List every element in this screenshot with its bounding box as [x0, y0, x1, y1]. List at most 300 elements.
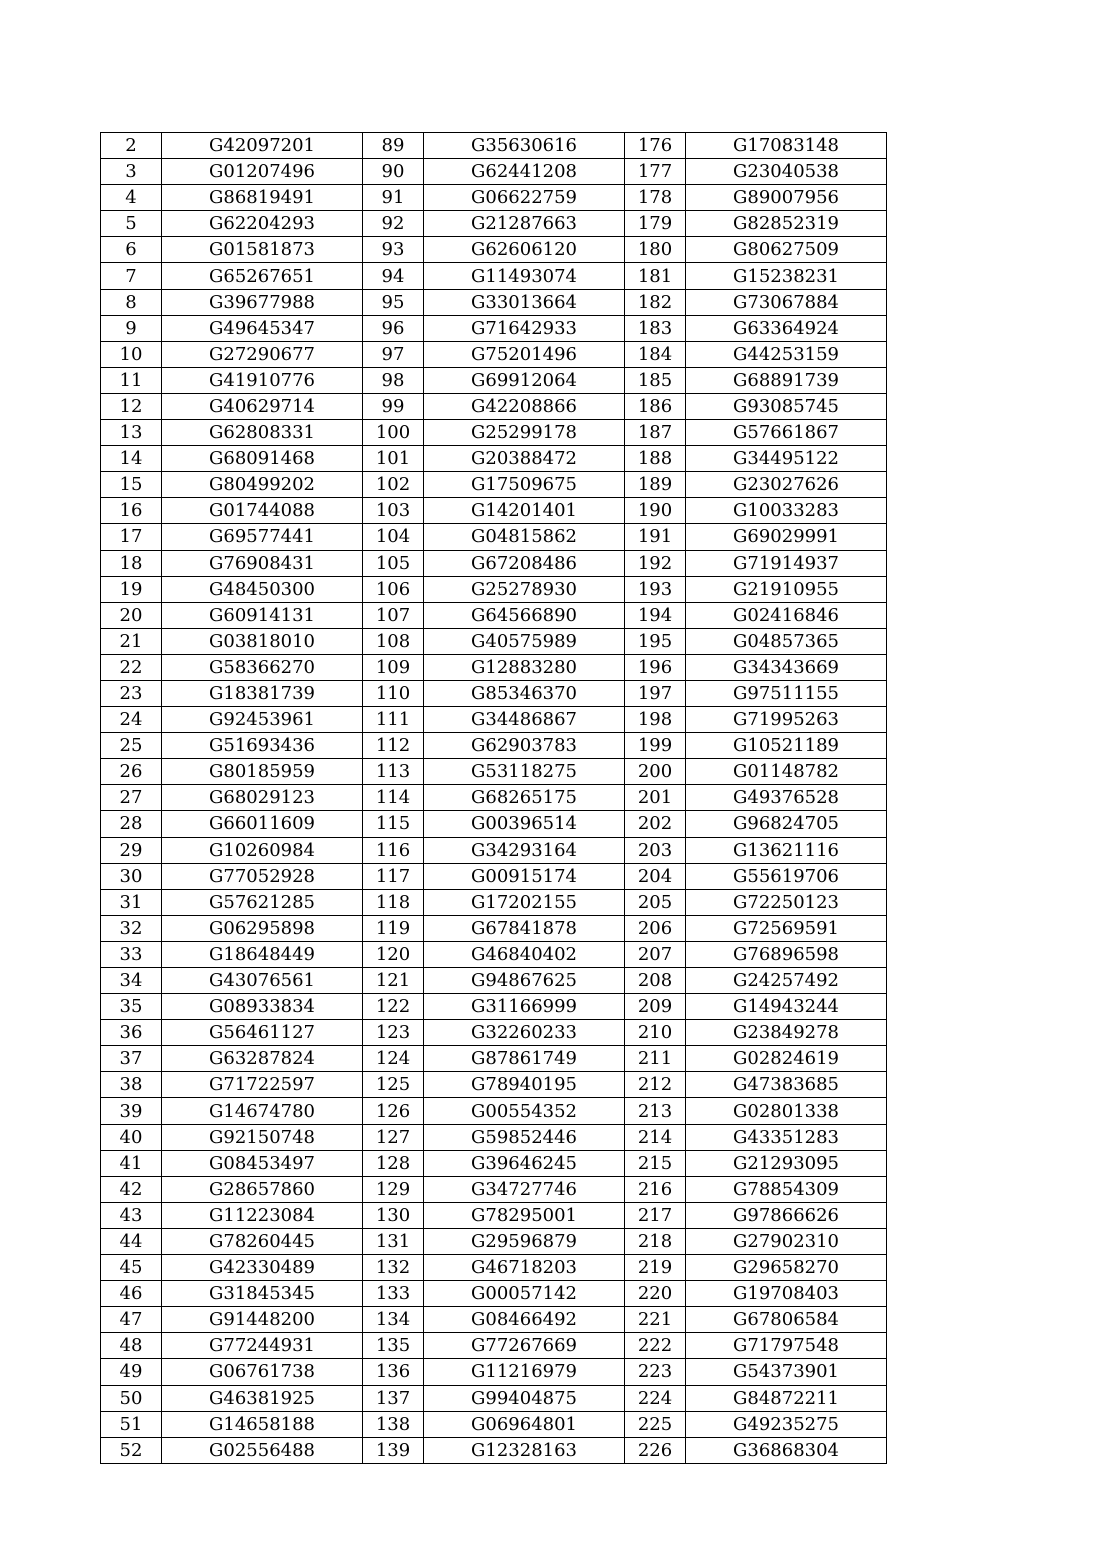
code-cell: G69577441 [162, 524, 363, 550]
code-cell: G49645347 [162, 315, 363, 341]
row-number-cell: 195 [625, 628, 686, 654]
code-cell: G82852319 [686, 211, 887, 237]
row-number-cell: 9 [101, 315, 162, 341]
row-number-cell: 108 [363, 628, 424, 654]
row-number-cell: 192 [625, 550, 686, 576]
row-number-cell: 52 [101, 1437, 162, 1463]
table-row [101, 1307, 887, 1333]
code-cell: G62204293 [162, 211, 363, 237]
row-number-cell: 197 [625, 680, 686, 706]
row-number-cell: 201 [625, 785, 686, 811]
row-number-cell: 126 [363, 1098, 424, 1124]
code-cell: G06622759 [424, 185, 625, 211]
code-cell: G20388472 [424, 446, 625, 472]
code-cell: G21287663 [424, 211, 625, 237]
code-cell: G00396514 [424, 811, 625, 837]
row-number-cell: 188 [625, 446, 686, 472]
code-cell: G02801338 [686, 1098, 887, 1124]
code-cell: G19708403 [686, 1281, 887, 1307]
row-number-cell: 112 [363, 733, 424, 759]
table-row [101, 472, 887, 498]
table-row [101, 576, 887, 602]
row-number-cell: 194 [625, 602, 686, 628]
code-cell: G23849278 [686, 1020, 887, 1046]
row-number-cell: 99 [363, 393, 424, 419]
code-cell: G12328163 [424, 1437, 625, 1463]
code-cell: G76908431 [162, 550, 363, 576]
code-cell: G01744088 [162, 498, 363, 524]
code-cell: G72250123 [686, 889, 887, 915]
row-number-cell: 176 [625, 133, 686, 159]
row-number-cell: 132 [363, 1255, 424, 1281]
code-cell: G02556488 [162, 1437, 363, 1463]
row-number-cell: 186 [625, 393, 686, 419]
row-number-cell: 12 [101, 393, 162, 419]
table-row [101, 1385, 887, 1411]
row-number-cell: 124 [363, 1046, 424, 1072]
row-number-cell: 128 [363, 1150, 424, 1176]
code-cell: G00554352 [424, 1098, 625, 1124]
code-cell: G97866626 [686, 1202, 887, 1228]
code-cell: G92453961 [162, 707, 363, 733]
row-number-cell: 90 [363, 159, 424, 185]
row-number-cell: 210 [625, 1020, 686, 1046]
code-cell: G00057142 [424, 1281, 625, 1307]
code-cell: G78295001 [424, 1202, 625, 1228]
code-cell: G18381739 [162, 680, 363, 706]
row-number-cell: 103 [363, 498, 424, 524]
row-number-cell: 19 [101, 576, 162, 602]
row-number-cell: 116 [363, 837, 424, 863]
table-row [101, 889, 887, 915]
row-number-cell: 214 [625, 1124, 686, 1150]
code-cell: G34293164 [424, 837, 625, 863]
code-cell: G60914131 [162, 602, 363, 628]
row-number-cell: 136 [363, 1359, 424, 1385]
row-number-cell: 5 [101, 211, 162, 237]
row-number-cell: 40 [101, 1124, 162, 1150]
row-number-cell: 114 [363, 785, 424, 811]
table-row [101, 341, 887, 367]
code-cell: G33013664 [424, 289, 625, 315]
row-number-cell: 130 [363, 1202, 424, 1228]
row-number-cell: 212 [625, 1072, 686, 1098]
row-number-cell: 205 [625, 889, 686, 915]
row-number-cell: 193 [625, 576, 686, 602]
row-number-cell: 48 [101, 1333, 162, 1359]
code-cell: G63364924 [686, 315, 887, 341]
code-cell: G84872211 [686, 1385, 887, 1411]
code-cell: G80627509 [686, 237, 887, 263]
code-cell: G71642933 [424, 315, 625, 341]
table-row [101, 707, 887, 733]
row-number-cell: 122 [363, 994, 424, 1020]
code-cell: G49235275 [686, 1411, 887, 1437]
row-number-cell: 185 [625, 367, 686, 393]
code-cell: G67806584 [686, 1307, 887, 1333]
row-number-cell: 133 [363, 1281, 424, 1307]
table-row [101, 968, 887, 994]
row-number-cell: 92 [363, 211, 424, 237]
row-number-cell: 208 [625, 968, 686, 994]
row-number-cell: 24 [101, 707, 162, 733]
code-cell: G17509675 [424, 472, 625, 498]
code-cell: G56461127 [162, 1020, 363, 1046]
code-cell: G72569591 [686, 915, 887, 941]
code-cell: G77052928 [162, 863, 363, 889]
row-number-cell: 181 [625, 263, 686, 289]
code-cell: G39646245 [424, 1150, 625, 1176]
row-number-cell: 190 [625, 498, 686, 524]
code-cell: G27902310 [686, 1228, 887, 1254]
row-number-cell: 91 [363, 185, 424, 211]
row-number-cell: 187 [625, 420, 686, 446]
table-row [101, 446, 887, 472]
row-number-cell: 89 [363, 133, 424, 159]
row-number-cell: 135 [363, 1333, 424, 1359]
row-number-cell: 21 [101, 628, 162, 654]
row-number-cell: 121 [363, 968, 424, 994]
row-number-cell: 198 [625, 707, 686, 733]
table-row [101, 237, 887, 263]
code-cell: G49376528 [686, 785, 887, 811]
code-cell: G42208866 [424, 393, 625, 419]
row-number-cell: 200 [625, 759, 686, 785]
row-number-cell: 215 [625, 1150, 686, 1176]
code-cell: G58366270 [162, 654, 363, 680]
row-number-cell: 13 [101, 420, 162, 446]
code-cell: G03818010 [162, 628, 363, 654]
row-number-cell: 98 [363, 367, 424, 393]
row-number-cell: 189 [625, 472, 686, 498]
row-number-cell: 178 [625, 185, 686, 211]
code-cell: G02824619 [686, 1046, 887, 1072]
row-number-cell: 221 [625, 1307, 686, 1333]
row-number-cell: 204 [625, 863, 686, 889]
table-row [101, 680, 887, 706]
row-number-cell: 131 [363, 1228, 424, 1254]
row-number-cell: 7 [101, 263, 162, 289]
code-cell: G59852446 [424, 1124, 625, 1150]
row-number-cell: 115 [363, 811, 424, 837]
row-number-cell: 25 [101, 733, 162, 759]
code-cell: G96824705 [686, 811, 887, 837]
code-cell: G42330489 [162, 1255, 363, 1281]
table-body [101, 133, 887, 1464]
row-number-cell: 49 [101, 1359, 162, 1385]
row-number-cell: 51 [101, 1411, 162, 1437]
row-number-cell: 206 [625, 915, 686, 941]
row-number-cell: 209 [625, 994, 686, 1020]
code-cell: G06761738 [162, 1359, 363, 1385]
row-number-cell: 216 [625, 1176, 686, 1202]
row-number-cell: 110 [363, 680, 424, 706]
code-cell: G10033283 [686, 498, 887, 524]
row-number-cell: 100 [363, 420, 424, 446]
row-number-cell: 94 [363, 263, 424, 289]
code-cell: G23027626 [686, 472, 887, 498]
row-number-cell: 225 [625, 1411, 686, 1437]
table-row [101, 994, 887, 1020]
code-cell: G63287824 [162, 1046, 363, 1072]
row-number-cell: 2 [101, 133, 162, 159]
table-row [101, 289, 887, 315]
row-number-cell: 20 [101, 602, 162, 628]
code-cell: G87861749 [424, 1046, 625, 1072]
row-number-cell: 39 [101, 1098, 162, 1124]
code-cell: G62606120 [424, 237, 625, 263]
code-cell: G66011609 [162, 811, 363, 837]
row-number-cell: 29 [101, 837, 162, 863]
row-number-cell: 111 [363, 707, 424, 733]
table-row [101, 915, 887, 941]
code-cell: G64566890 [424, 602, 625, 628]
code-cell: G04857365 [686, 628, 887, 654]
row-number-cell: 224 [625, 1385, 686, 1411]
row-number-cell: 43 [101, 1202, 162, 1228]
row-number-cell: 109 [363, 654, 424, 680]
table-row [101, 133, 887, 159]
code-cell: G46718203 [424, 1255, 625, 1281]
code-cell: G71797548 [686, 1333, 887, 1359]
table-row [101, 263, 887, 289]
code-cell: G10260984 [162, 837, 363, 863]
row-number-cell: 6 [101, 237, 162, 263]
code-cell: G53118275 [424, 759, 625, 785]
code-cell: G92150748 [162, 1124, 363, 1150]
code-cell: G11493074 [424, 263, 625, 289]
row-number-cell: 117 [363, 863, 424, 889]
data-table [100, 132, 887, 1464]
table-row [101, 785, 887, 811]
row-number-cell: 46 [101, 1281, 162, 1307]
row-number-cell: 125 [363, 1072, 424, 1098]
code-cell: G12883280 [424, 654, 625, 680]
row-number-cell: 23 [101, 680, 162, 706]
code-cell: G71995263 [686, 707, 887, 733]
code-cell: G40575989 [424, 628, 625, 654]
code-cell: G78854309 [686, 1176, 887, 1202]
table-row [101, 1333, 887, 1359]
code-cell: G48450300 [162, 576, 363, 602]
row-number-cell: 223 [625, 1359, 686, 1385]
code-cell: G06295898 [162, 915, 363, 941]
code-cell: G02416846 [686, 602, 887, 628]
code-cell: G46840402 [424, 941, 625, 967]
table-row [101, 628, 887, 654]
row-number-cell: 45 [101, 1255, 162, 1281]
row-number-cell: 104 [363, 524, 424, 550]
table-row [101, 1072, 887, 1098]
code-cell: G28657860 [162, 1176, 363, 1202]
row-number-cell: 217 [625, 1202, 686, 1228]
code-cell: G71722597 [162, 1072, 363, 1098]
code-cell: G68091468 [162, 446, 363, 472]
table-row [101, 759, 887, 785]
code-cell: G80185959 [162, 759, 363, 785]
code-cell: G77244931 [162, 1333, 363, 1359]
code-cell: G01581873 [162, 237, 363, 263]
code-cell: G21910955 [686, 576, 887, 602]
code-cell: G57621285 [162, 889, 363, 915]
row-number-cell: 41 [101, 1150, 162, 1176]
code-cell: G29658270 [686, 1255, 887, 1281]
table-row [101, 602, 887, 628]
row-number-cell: 137 [363, 1385, 424, 1411]
code-cell: G41910776 [162, 367, 363, 393]
code-cell: G31845345 [162, 1281, 363, 1307]
row-number-cell: 199 [625, 733, 686, 759]
row-number-cell: 28 [101, 811, 162, 837]
code-cell: G25278930 [424, 576, 625, 602]
table-row [101, 811, 887, 837]
row-number-cell: 107 [363, 602, 424, 628]
row-number-cell: 123 [363, 1020, 424, 1046]
row-number-cell: 16 [101, 498, 162, 524]
row-number-cell: 183 [625, 315, 686, 341]
table-row [101, 524, 887, 550]
code-cell: G00915174 [424, 863, 625, 889]
table-row [101, 367, 887, 393]
code-cell: G67208486 [424, 550, 625, 576]
table-row [101, 315, 887, 341]
row-number-cell: 202 [625, 811, 686, 837]
code-cell: G36868304 [686, 1437, 887, 1463]
row-number-cell: 139 [363, 1437, 424, 1463]
table-row [101, 1202, 887, 1228]
row-number-cell: 120 [363, 941, 424, 967]
code-cell: G39677988 [162, 289, 363, 315]
table-row [101, 1437, 887, 1463]
code-cell: G06964801 [424, 1411, 625, 1437]
row-number-cell: 38 [101, 1072, 162, 1098]
table-row [101, 1281, 887, 1307]
row-number-cell: 11 [101, 367, 162, 393]
code-cell: G62808331 [162, 420, 363, 446]
code-cell: G04815862 [424, 524, 625, 550]
row-number-cell: 106 [363, 576, 424, 602]
row-number-cell: 213 [625, 1098, 686, 1124]
row-number-cell: 33 [101, 941, 162, 967]
table-row [101, 1150, 887, 1176]
code-cell: G01148782 [686, 759, 887, 785]
row-number-cell: 129 [363, 1176, 424, 1202]
row-number-cell: 8 [101, 289, 162, 315]
table-row [101, 863, 887, 889]
code-cell: G73067884 [686, 289, 887, 315]
code-cell: G32260233 [424, 1020, 625, 1046]
row-number-cell: 17 [101, 524, 162, 550]
row-number-cell: 36 [101, 1020, 162, 1046]
code-cell: G10521189 [686, 733, 887, 759]
row-number-cell: 3 [101, 159, 162, 185]
code-cell: G65267651 [162, 263, 363, 289]
code-cell: G55619706 [686, 863, 887, 889]
row-number-cell: 113 [363, 759, 424, 785]
code-cell: G27290677 [162, 341, 363, 367]
code-cell: G46381925 [162, 1385, 363, 1411]
row-number-cell: 207 [625, 941, 686, 967]
code-cell: G97511155 [686, 680, 887, 706]
row-number-cell: 18 [101, 550, 162, 576]
row-number-cell: 226 [625, 1437, 686, 1463]
row-number-cell: 101 [363, 446, 424, 472]
code-cell: G93085745 [686, 393, 887, 419]
code-cell: G78940195 [424, 1072, 625, 1098]
code-cell: G13621116 [686, 837, 887, 863]
code-cell: G47383685 [686, 1072, 887, 1098]
row-number-cell: 219 [625, 1255, 686, 1281]
row-number-cell: 196 [625, 654, 686, 680]
row-number-cell: 218 [625, 1228, 686, 1254]
table-row [101, 1228, 887, 1254]
code-cell: G67841878 [424, 915, 625, 941]
table-row [101, 1411, 887, 1437]
table-row [101, 733, 887, 759]
code-cell: G62441208 [424, 159, 625, 185]
table-row [101, 1255, 887, 1281]
code-cell: G11216979 [424, 1359, 625, 1385]
row-number-cell: 30 [101, 863, 162, 889]
row-number-cell: 134 [363, 1307, 424, 1333]
row-number-cell: 14 [101, 446, 162, 472]
row-number-cell: 37 [101, 1046, 162, 1072]
code-cell: G35630616 [424, 133, 625, 159]
row-number-cell: 26 [101, 759, 162, 785]
row-number-cell: 95 [363, 289, 424, 315]
code-cell: G14943244 [686, 994, 887, 1020]
code-cell: G34727746 [424, 1176, 625, 1202]
row-number-cell: 127 [363, 1124, 424, 1150]
table-row [101, 1046, 887, 1072]
code-cell: G14201401 [424, 498, 625, 524]
code-cell: G69912064 [424, 367, 625, 393]
table-row [101, 185, 887, 211]
row-number-cell: 44 [101, 1228, 162, 1254]
row-number-cell: 15 [101, 472, 162, 498]
row-number-cell: 203 [625, 837, 686, 863]
row-number-cell: 31 [101, 889, 162, 915]
code-cell: G40629714 [162, 393, 363, 419]
code-cell: G62903783 [424, 733, 625, 759]
table-row [101, 1124, 887, 1150]
row-number-cell: 102 [363, 472, 424, 498]
code-cell: G01207496 [162, 159, 363, 185]
table-row [101, 654, 887, 680]
code-cell: G68891739 [686, 367, 887, 393]
code-cell: G08933834 [162, 994, 363, 1020]
code-cell: G34343669 [686, 654, 887, 680]
code-cell: G08466492 [424, 1307, 625, 1333]
code-cell: G68029123 [162, 785, 363, 811]
row-number-cell: 105 [363, 550, 424, 576]
table-row [101, 1020, 887, 1046]
table-row [101, 550, 887, 576]
table-row [101, 498, 887, 524]
row-number-cell: 10 [101, 341, 162, 367]
row-number-cell: 191 [625, 524, 686, 550]
row-number-cell: 180 [625, 237, 686, 263]
code-cell: G08453497 [162, 1150, 363, 1176]
table-row [101, 1098, 887, 1124]
row-number-cell: 93 [363, 237, 424, 263]
row-number-cell: 222 [625, 1333, 686, 1359]
code-cell: G51693436 [162, 733, 363, 759]
row-number-cell: 96 [363, 315, 424, 341]
code-cell: G43351283 [686, 1124, 887, 1150]
code-cell: G94867625 [424, 968, 625, 994]
code-cell: G23040538 [686, 159, 887, 185]
